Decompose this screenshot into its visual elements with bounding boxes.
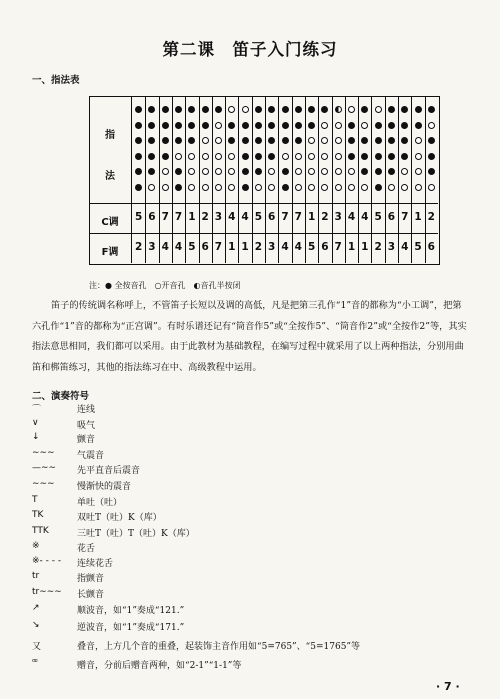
finger-hole-full xyxy=(255,137,262,144)
finger-hole-open xyxy=(162,184,169,191)
f-key-note: 4 xyxy=(281,241,289,253)
finger-hole-full xyxy=(375,168,382,175)
finger-hole-full xyxy=(401,153,408,160)
finger-hole-open xyxy=(335,168,342,175)
finger-hole-full xyxy=(282,122,289,129)
symbol-description: 双吐T（吐）K（库） xyxy=(77,513,162,523)
c-key-note: 6 xyxy=(268,211,276,223)
column-divider xyxy=(145,97,146,263)
c-key-note: 2 xyxy=(321,211,329,223)
finger-hole-open xyxy=(228,184,235,191)
column-divider xyxy=(238,97,239,263)
finger-hole-open xyxy=(255,184,262,191)
finger-hole-open xyxy=(415,184,422,191)
c-key-note: 4 xyxy=(361,211,369,223)
finger-hole-open xyxy=(415,168,422,175)
chart-legend: 注：● 全按音孔 ○开音孔 ◐音孔半按闭 xyxy=(89,281,241,290)
f-key-note: 3 xyxy=(268,241,276,253)
intro-paragraph: 笛子的传统调名称呼上，不管笛子长短以及调的高低，凡是把第三孔作“1”音的都称为“小工调”，把第六孔作“1”音的都称为“正宫调”。有时乐谱还记有“筒音作5”或“全按作5”、“筒音作2”或“全按作2”等，其实指法意思相同，我们都可以采用。由于此教材为基础教程，在编写过程中就采用了以上两种指法，分别用曲笛和梆笛练习，其他的指法练习在中、高级教程中运用。 xyxy=(32,300,467,373)
column-divider xyxy=(345,97,346,263)
finger-hole-open xyxy=(415,153,422,160)
finger-hole-open xyxy=(348,168,355,175)
finger-hole-full xyxy=(415,106,422,113)
column-divider xyxy=(371,97,372,263)
f-key-note: 6 xyxy=(321,241,329,253)
symbol-mark: ∼∼∼ xyxy=(32,448,55,458)
finger-hole-full xyxy=(202,106,209,113)
finger-hole-open xyxy=(215,137,222,144)
symbol-description: 连线 xyxy=(77,405,96,415)
finger-hole-full xyxy=(162,153,169,160)
finger-hole-full xyxy=(175,137,182,144)
finger-hole-open xyxy=(428,122,435,129)
f-key-note: 5 xyxy=(188,241,196,253)
f-key-note: 2 xyxy=(374,241,382,253)
c-key-note: 2 xyxy=(201,211,209,223)
symbol-description: 三吐T（吐）T（吐）K（库） xyxy=(77,529,195,539)
finger-hole-open xyxy=(242,106,249,113)
finger-hole-full xyxy=(308,122,315,129)
symbol-description: 顺波音，如“1”奏成“121.” xyxy=(77,606,185,616)
f-key-note: 2 xyxy=(254,241,263,253)
finger-hole-full xyxy=(388,122,395,129)
column-divider xyxy=(278,97,279,263)
symbol-mark: ∼∼∼ xyxy=(32,479,55,489)
finger-hole-full xyxy=(202,122,209,129)
finger-hole-open xyxy=(375,106,382,113)
symbol-mark: ※- - - - xyxy=(32,556,62,566)
finger-hole-full xyxy=(348,153,355,160)
hole-area xyxy=(90,97,438,204)
finger-hole-full xyxy=(148,153,155,160)
finger-hole-open xyxy=(148,184,155,191)
finger-hole-half xyxy=(335,106,342,113)
symbol-mark: ↘ xyxy=(32,620,40,630)
c-key-note: 4 xyxy=(228,211,236,223)
column-divider xyxy=(411,97,412,263)
f-key-note: 7 xyxy=(214,241,223,253)
finger-hole-full xyxy=(388,153,395,160)
finger-hole-full xyxy=(242,153,249,160)
symbol-mark: T xyxy=(32,495,38,505)
finger-hole-open xyxy=(335,184,342,191)
symbol-description: 指颤音 xyxy=(77,574,105,584)
finger-hole-open xyxy=(415,137,422,144)
finger-hole-full xyxy=(255,122,262,129)
page-title: 第二课 笛子入门练习 xyxy=(162,40,338,59)
symbol-description: 花舌 xyxy=(77,544,96,554)
finger-hole-full xyxy=(428,168,435,175)
symbol-mark: tr xyxy=(32,571,40,581)
c-key-note: 2 xyxy=(427,211,435,223)
column-divider xyxy=(385,97,386,263)
finger-hole-full xyxy=(348,137,355,144)
finger-hole-full xyxy=(268,153,275,160)
finger-hole-full xyxy=(242,122,249,129)
finger-hole-full xyxy=(348,122,355,129)
finger-hole-open xyxy=(295,153,302,160)
finger-hole-open xyxy=(162,168,169,175)
finger-hole-open xyxy=(308,184,315,191)
finger-hole-open xyxy=(308,153,315,160)
finger-hole-full xyxy=(361,153,368,160)
finger-hole-full xyxy=(215,106,222,113)
finger-hole-full xyxy=(388,106,395,113)
finger-hole-open xyxy=(268,184,275,191)
finger-hole-open xyxy=(388,184,395,191)
f-key-note: 6 xyxy=(427,241,435,253)
finger-hole-full xyxy=(375,153,382,160)
finger-hole-full xyxy=(295,122,302,129)
symbol-description: 慢渐快的震音 xyxy=(77,482,132,492)
symbol-description: 先平直音后震音 xyxy=(77,466,141,476)
finger-hole-full xyxy=(175,122,182,129)
c-key-note: 4 xyxy=(241,211,249,223)
column-divider xyxy=(318,97,319,263)
f-key-note: 4 xyxy=(161,241,169,253)
finger-hole-open xyxy=(215,168,222,175)
symbol-mark: ↗ xyxy=(32,603,40,613)
f-key-note: 1 xyxy=(241,241,249,253)
column-divider xyxy=(305,97,306,263)
page-number: · 7 · xyxy=(436,680,460,693)
symbol-description: 气震音 xyxy=(77,451,105,461)
label-f-key: F调 xyxy=(101,247,119,258)
finger-hole-full xyxy=(175,168,182,175)
finger-hole-full xyxy=(162,137,169,144)
column-divider xyxy=(265,97,266,263)
finger-hole-open xyxy=(348,184,355,191)
column-divider xyxy=(185,97,186,263)
c-key-note: 7 xyxy=(401,211,409,223)
finger-hole-open xyxy=(361,184,368,191)
column-divider xyxy=(358,97,359,263)
finger-hole-open xyxy=(295,184,302,191)
finger-hole-open xyxy=(202,153,209,160)
finger-hole-open xyxy=(335,122,342,129)
finger-hole-full xyxy=(375,137,382,144)
c-key-note: 7 xyxy=(161,211,169,223)
finger-hole-full xyxy=(428,137,435,144)
symbol-description: 连续花舌 xyxy=(77,559,114,569)
column-divider xyxy=(172,97,173,263)
finger-hole-open xyxy=(282,153,289,160)
finger-hole-full xyxy=(295,137,302,144)
symbol-mark: ꟹ xyxy=(32,658,38,668)
finger-hole-full xyxy=(375,184,382,191)
c-key-note: 7 xyxy=(174,211,183,223)
finger-hole-open xyxy=(215,153,222,160)
finger-hole-open xyxy=(188,184,195,191)
symbol-mark: tr∼∼∼ xyxy=(32,587,62,597)
symbol-mark: ∨ xyxy=(32,418,39,428)
finger-hole-full xyxy=(135,184,142,191)
finger-hole-full xyxy=(428,106,435,113)
finger-hole-full xyxy=(242,184,249,191)
finger-hole-full xyxy=(255,168,262,175)
finger-hole-full xyxy=(175,106,182,113)
c-key-note: 5 xyxy=(374,211,382,223)
finger-hole-open xyxy=(348,106,355,113)
finger-hole-full xyxy=(162,106,169,113)
finger-hole-open xyxy=(428,184,435,191)
f-key-note: 1 xyxy=(361,241,369,253)
column-divider xyxy=(398,97,399,263)
c-key-note: 3 xyxy=(214,211,223,223)
finger-hole-full xyxy=(242,168,249,175)
finger-hole-open xyxy=(335,153,342,160)
symbol-description: 颤音 xyxy=(77,435,96,445)
symbol-description: 叠音，上方几个音的重叠，起装饰主音作用如“5=765”、“5=1765”等 xyxy=(77,642,361,652)
column-divider xyxy=(225,97,226,263)
finger-hole-full xyxy=(255,153,262,160)
column-divider xyxy=(159,97,160,263)
symbol-mark: TK xyxy=(32,510,44,520)
symbol-mark: —∼∼ xyxy=(32,463,57,473)
c-key-note: 1 xyxy=(307,211,316,223)
f-key-note: 3 xyxy=(387,241,396,253)
finger-hole-open xyxy=(215,122,222,129)
finger-hole-full xyxy=(295,106,302,113)
label-column xyxy=(89,96,132,263)
f-key-note: 5 xyxy=(307,241,316,253)
finger-hole-full xyxy=(388,137,395,144)
symbol-mark: TTK xyxy=(32,526,49,536)
label-zhi: 指 xyxy=(105,130,115,141)
finger-hole-open xyxy=(401,184,408,191)
finger-hole-full xyxy=(282,106,289,113)
finger-hole-full xyxy=(175,184,182,191)
finger-hole-open xyxy=(321,122,328,129)
symbol-description: 长颤音 xyxy=(77,590,105,600)
finger-hole-open xyxy=(321,184,328,191)
f-key-note: 6 xyxy=(201,241,209,253)
finger-hole-full xyxy=(428,153,435,160)
symbol-description: 赠音，分前后赠音两种，如“2-1”“1-1”等 xyxy=(77,661,242,671)
symbol-description: 单吐（吐） xyxy=(77,498,123,508)
finger-hole-open xyxy=(361,122,368,129)
finger-hole-open xyxy=(228,153,235,160)
finger-hole-open xyxy=(188,153,195,160)
finger-hole-open xyxy=(202,184,209,191)
c-key-note: 5 xyxy=(254,211,263,223)
f-key-note: 4 xyxy=(401,241,409,253)
finger-hole-full xyxy=(255,106,262,113)
finger-hole-full xyxy=(375,122,382,129)
c-key-note: 7 xyxy=(294,211,302,223)
f-key-note: 4 xyxy=(294,241,302,253)
finger-hole-full xyxy=(135,153,142,160)
finger-hole-full xyxy=(162,122,169,129)
c-key-note: 7 xyxy=(281,211,289,223)
symbol-mark: ↓ xyxy=(32,432,40,442)
label-c-key: C调 xyxy=(101,217,119,228)
finger-hole-full xyxy=(242,137,249,144)
f-key-note: 5 xyxy=(414,241,422,253)
f-key-note: 1 xyxy=(228,241,236,253)
finger-hole-full xyxy=(188,122,195,129)
finger-hole-open xyxy=(202,137,209,144)
c-key-note: 6 xyxy=(387,211,396,223)
column-divider xyxy=(212,97,213,263)
column-divider xyxy=(252,97,253,263)
fingering-chart xyxy=(89,96,440,265)
column-divider xyxy=(199,97,200,263)
finger-hole-open xyxy=(295,168,302,175)
symbol-mark: ※ xyxy=(32,541,40,551)
section-heading-symbols: 二、演奏符号 xyxy=(32,391,90,402)
finger-hole-full xyxy=(268,122,275,129)
f-key-note: 7 xyxy=(334,241,342,253)
finger-hole-open xyxy=(321,153,328,160)
label-fa: 法 xyxy=(105,171,115,182)
column-divider xyxy=(292,97,293,263)
finger-hole-full xyxy=(135,122,142,129)
finger-hole-full xyxy=(228,122,235,129)
finger-hole-open xyxy=(175,153,182,160)
finger-hole-full xyxy=(282,168,289,175)
symbol-description: 吸气 xyxy=(77,421,96,431)
finger-hole-open xyxy=(202,168,209,175)
f-key-note: 2 xyxy=(134,241,143,253)
c-key-note: 4 xyxy=(347,211,356,223)
c-key-note: 1 xyxy=(414,211,422,223)
finger-hole-full xyxy=(148,122,155,129)
symbol-mark: 又 xyxy=(32,642,42,652)
finger-hole-full xyxy=(282,184,289,191)
finger-hole-full xyxy=(415,122,422,129)
c-key-note: 1 xyxy=(188,211,196,223)
column-divider xyxy=(425,97,426,263)
column-divider xyxy=(332,97,333,263)
symbol-description: 逆波音，如“1”奏成“171.” xyxy=(77,623,185,633)
finger-hole-full xyxy=(401,122,408,129)
f-key-note: 1 xyxy=(347,241,356,253)
symbol-mark: ⌒ xyxy=(32,405,42,415)
f-key-note: 4 xyxy=(174,241,183,253)
c-key-note: 5 xyxy=(134,211,143,223)
finger-hole-full xyxy=(282,137,289,144)
c-key-note: 3 xyxy=(334,211,342,223)
c-key-note: 6 xyxy=(148,211,156,223)
finger-hole-open xyxy=(215,184,222,191)
f-key-note: 3 xyxy=(148,241,156,253)
finger-hole-full xyxy=(388,168,395,175)
finger-hole-open xyxy=(335,137,342,144)
section-heading-fingering: 一、指法表 xyxy=(32,75,80,86)
